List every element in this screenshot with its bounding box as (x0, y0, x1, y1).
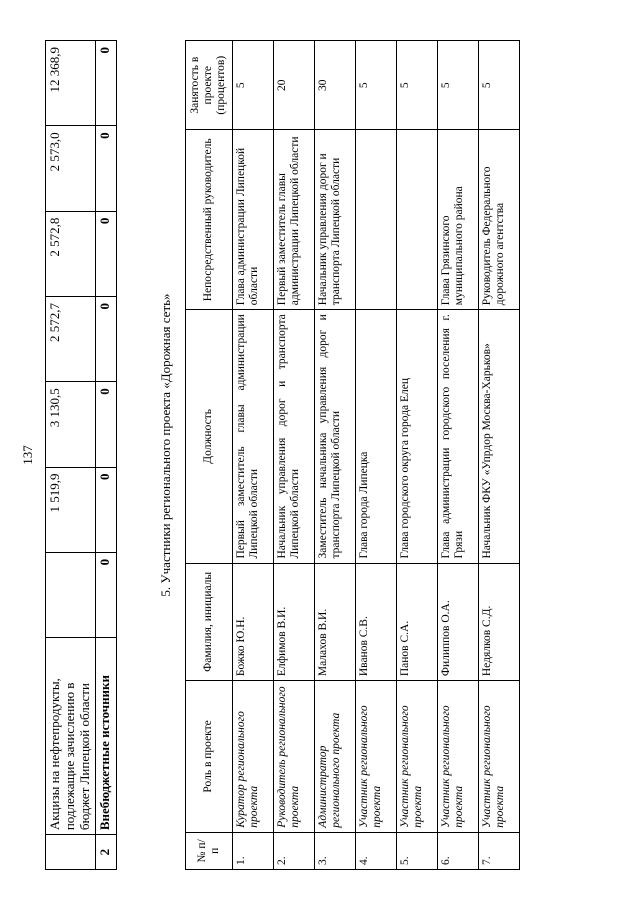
table-row (437, 41, 478, 870)
position-cell: Начальник ФКУ «Упрдор Москва-Харьков» (478, 310, 519, 563)
cell-value: 3 130,5 (46, 382, 96, 467)
cell-value: 12 368,9 (46, 41, 96, 126)
name-cell: Иванов С.В. (355, 563, 396, 681)
supervisor-cell: Глава администрации Липецкой области (232, 130, 273, 310)
name-cell: Недялков С.Д. (478, 563, 519, 681)
supervisor-cell: Руководитель Федерального дорожного агентства (478, 130, 519, 310)
table-row (314, 41, 355, 870)
table-row (95, 41, 116, 870)
role-cell: Участник регионального проекта (478, 681, 519, 833)
table-row (273, 41, 314, 870)
supervisor-cell: Первый заместитель главы администрации Липецкой области (273, 130, 314, 310)
supervisor-cell (355, 130, 396, 310)
position-cell: Глава администрации городского поселения г. Грязи (437, 310, 478, 563)
role-cell: Куратор регионального проекта (232, 681, 273, 833)
section-title: 5. Участники регионального проекта «Дорожная сеть» (158, 293, 173, 597)
cell-value: 2 572,7 (46, 296, 96, 381)
participants-table (185, 40, 520, 870)
cell-value: 0 (95, 211, 116, 296)
load-cell: 20 (273, 41, 314, 130)
table-row (396, 41, 437, 870)
position-cell: Первый заместитель главы администрации Липецкой области (232, 310, 273, 563)
load-cell: 5 (396, 41, 437, 130)
cell-value: 1 519,9 (46, 467, 96, 552)
row-number: 4. (355, 832, 396, 869)
supervisor-cell: Глава Грязинского муниципального района (437, 130, 478, 310)
load-cell: 30 (314, 41, 355, 130)
role-cell: Руководитель регионального проекта (273, 681, 314, 833)
row-number: 3. (314, 832, 355, 869)
row-number: 5. (396, 832, 437, 869)
cell-value: 0 (95, 41, 116, 126)
row-number: 7. (478, 832, 519, 869)
role-cell: Участник регионального проекта (355, 681, 396, 833)
cell-value: 0 (95, 296, 116, 381)
row-number: 2. (273, 832, 314, 869)
position-cell: Начальник управления дорог и транспорта Липецкой области (273, 310, 314, 563)
cell-value: 2 573,0 (46, 126, 96, 211)
column-header: Должность (186, 310, 233, 563)
name-cell: Филиппов О.А. (437, 563, 478, 681)
load-cell: 5 (355, 41, 396, 130)
row-index: 2 (95, 835, 116, 870)
column-header: № п/п (186, 832, 233, 869)
column-header: Роль в проекте (186, 681, 233, 833)
table-header-row (186, 41, 233, 870)
column-header: Занятость в проекте (процентов) (186, 41, 233, 130)
position-cell: Глава города Липецка (355, 310, 396, 563)
name-cell: Малахов В.И. (314, 563, 355, 681)
cell-value: 0 (95, 552, 116, 637)
load-cell: 5 (478, 41, 519, 130)
supervisor-cell (396, 130, 437, 310)
position-cell: Глава городского округа города Елец (396, 310, 437, 563)
row-label: Внебюджетные источники (95, 638, 116, 835)
table-row (232, 41, 273, 870)
row-label: Акцизы на нефтепродукты, подлежащие зачислению в бюджет Липецкой области (46, 638, 96, 835)
cell-value: 0 (95, 467, 116, 552)
table-row (478, 41, 519, 870)
role-cell: Участник регионального проекта (437, 681, 478, 833)
name-cell: Панов С.А. (396, 563, 437, 681)
column-header: Непосредственный руководитель (186, 130, 233, 310)
supervisor-cell: Начальник управления дорог и транспорта Липецкой области (314, 130, 355, 310)
table-row (46, 41, 96, 870)
position-cell: Заместитель начальника управления дорог и транспорта Липецкой области (314, 310, 355, 563)
name-cell: Елфимов В.И. (273, 563, 314, 681)
table-row (355, 41, 396, 870)
row-index (46, 835, 96, 870)
row-number: 6. (437, 832, 478, 869)
role-cell: Участник регионального проекта (396, 681, 437, 833)
funding-table (45, 40, 117, 870)
cell-value: 0 (95, 382, 116, 467)
column-header: Фамилия, инициалы (186, 563, 233, 681)
cell-value: 2 572,8 (46, 211, 96, 296)
cell-value: 0 (95, 126, 116, 211)
load-cell: 5 (232, 41, 273, 130)
page-number: 137 (20, 445, 35, 465)
load-cell: 5 (437, 41, 478, 130)
role-cell: Администратор регионального проекта (314, 681, 355, 833)
cell-value (46, 552, 96, 637)
name-cell: Божко Ю.Н. (232, 563, 273, 681)
row-number: 1. (232, 832, 273, 869)
